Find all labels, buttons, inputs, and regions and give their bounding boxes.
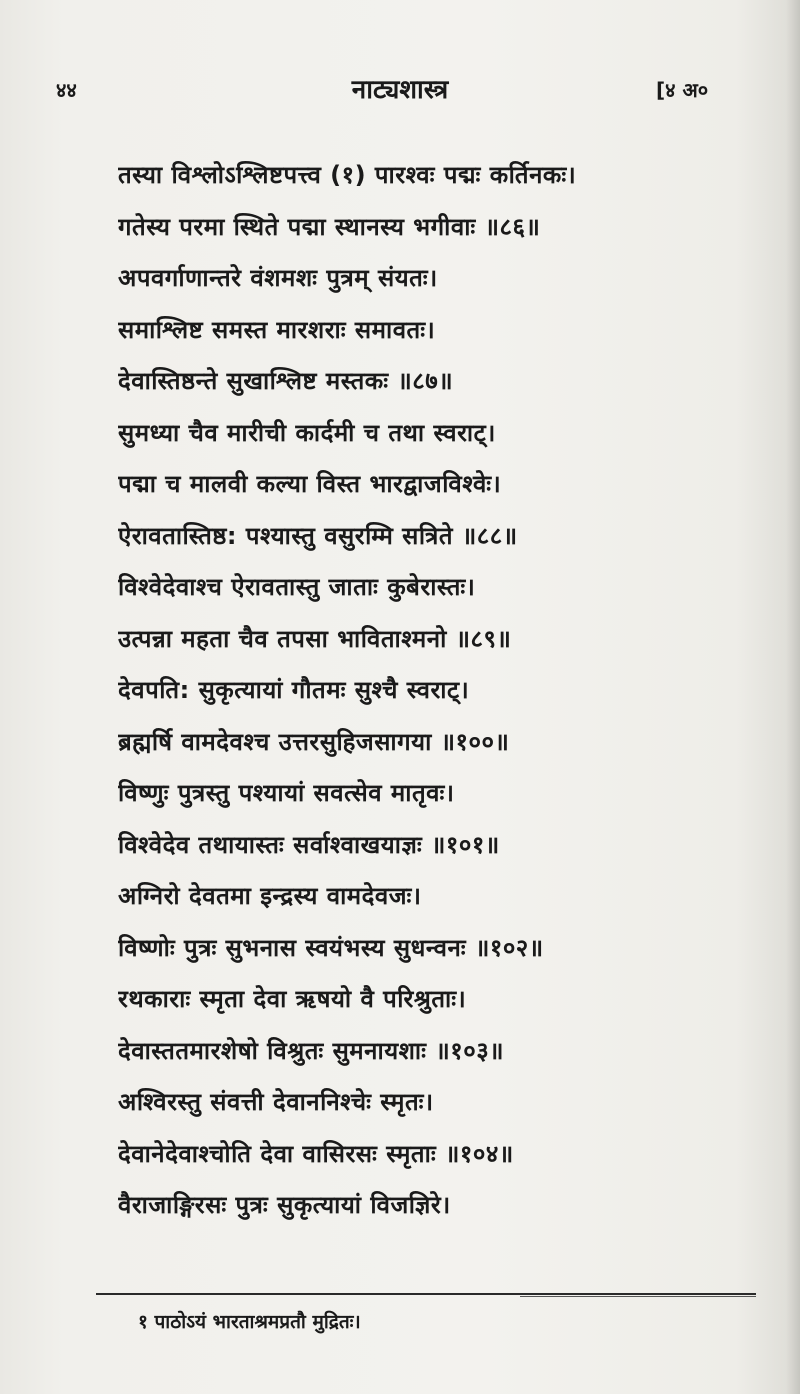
running-title: नाट्यशास्त्र [351,75,449,105]
verse-line: रथकाराः स्मृता देवा ऋषयो वै परिश्रुताः। [118,985,467,1013]
chapter-reference: [४ अ० [656,78,709,102]
verse-line: पद्मा च मालवी कल्या विस्त भारद्वाजविश्वेः। [118,470,502,498]
verse-line: विष्णुः पुत्रस्तु पश्यायां सवत्सेव मातृवः। [118,779,455,807]
verse-line: तस्या विश्लोऽश्लिष्टपत्त्व (१) पारश्वः पद्मः कर्तिनकः। [118,161,577,189]
verse-line: विष्णोः पुत्रः सुभनास स्वयंभस्य सुधन्वनः ॥१०२॥ [118,933,544,962]
verse-line: अपवर्गाणान्तरे वंशमशः पुत्रम् संयतः। [118,264,438,292]
verse-line: देवानेदेवाश्चोति देवा वासिरसः स्मृताः ॥१०४॥ [118,1139,514,1168]
verse-line: सुमध्या चैव मारीची कार्दमी च तथा स्वराट्। [118,418,496,447]
footnote-divider [96,1293,756,1295]
verse-line: ऐरावतास्तिष्ठ: पश्यास्तु वसुरम्मि सत्रिते ॥८८॥ [118,521,518,550]
verse-line: समाश्लिष्ट समस्त मारशराः समावतः। [118,315,436,344]
verse-line: विश्वेदेवाश्च ऐरावतास्तु जाताः कुबेरास्तः। [118,573,476,601]
footnote-divider-secondary [520,1296,756,1297]
page-edge-shadow [786,0,800,1394]
verse-line: अग्निरो देवतमा इन्द्रस्य वामदेवजः। [118,882,422,910]
page-number: ४४ [56,78,77,102]
verse-block [118,150,758,1232]
verse-line: ब्रह्मर्षि वामदेवश्च उत्तरसुहिजसागया ॥१००॥ [118,727,510,756]
verse-line: विश्वेदेव तथायास्तः सर्वाश्वाखयाज्ञः ॥१०१॥ [118,830,500,859]
verse-line: देवास्तिष्ठन्ते सुखाश्लिष्ट मस्तकः ॥८७॥ [118,367,454,395]
verse-line: वैराजाङ्गिरसः पुत्रः सुकृत्यायां विजज्ञिरे। [118,1191,451,1219]
verse-line: देवास्ततमारशेषो विश्रुतः सुमनायशाः ॥१०३॥ [118,1036,505,1065]
footnote: १ पाठोऽयं भारताश्रमप्रतौ मुद्रितः। [138,1311,361,1333]
verse-line: गतेस्य परमा स्थिते पद्मा स्थानस्य भगीवाः ॥८६॥ [118,212,541,241]
verse-line: अश्विरस्तु संवत्ती देवाननिश्चेः स्मृतः। [118,1088,434,1116]
verse-line: उत्पन्ना महता चैव तपसा भाविताश्मनो ॥८९॥ [118,624,512,653]
verse-line: देवपति: सुकृत्यायां गौतमः सुश्चै स्वराट्। [118,676,470,704]
